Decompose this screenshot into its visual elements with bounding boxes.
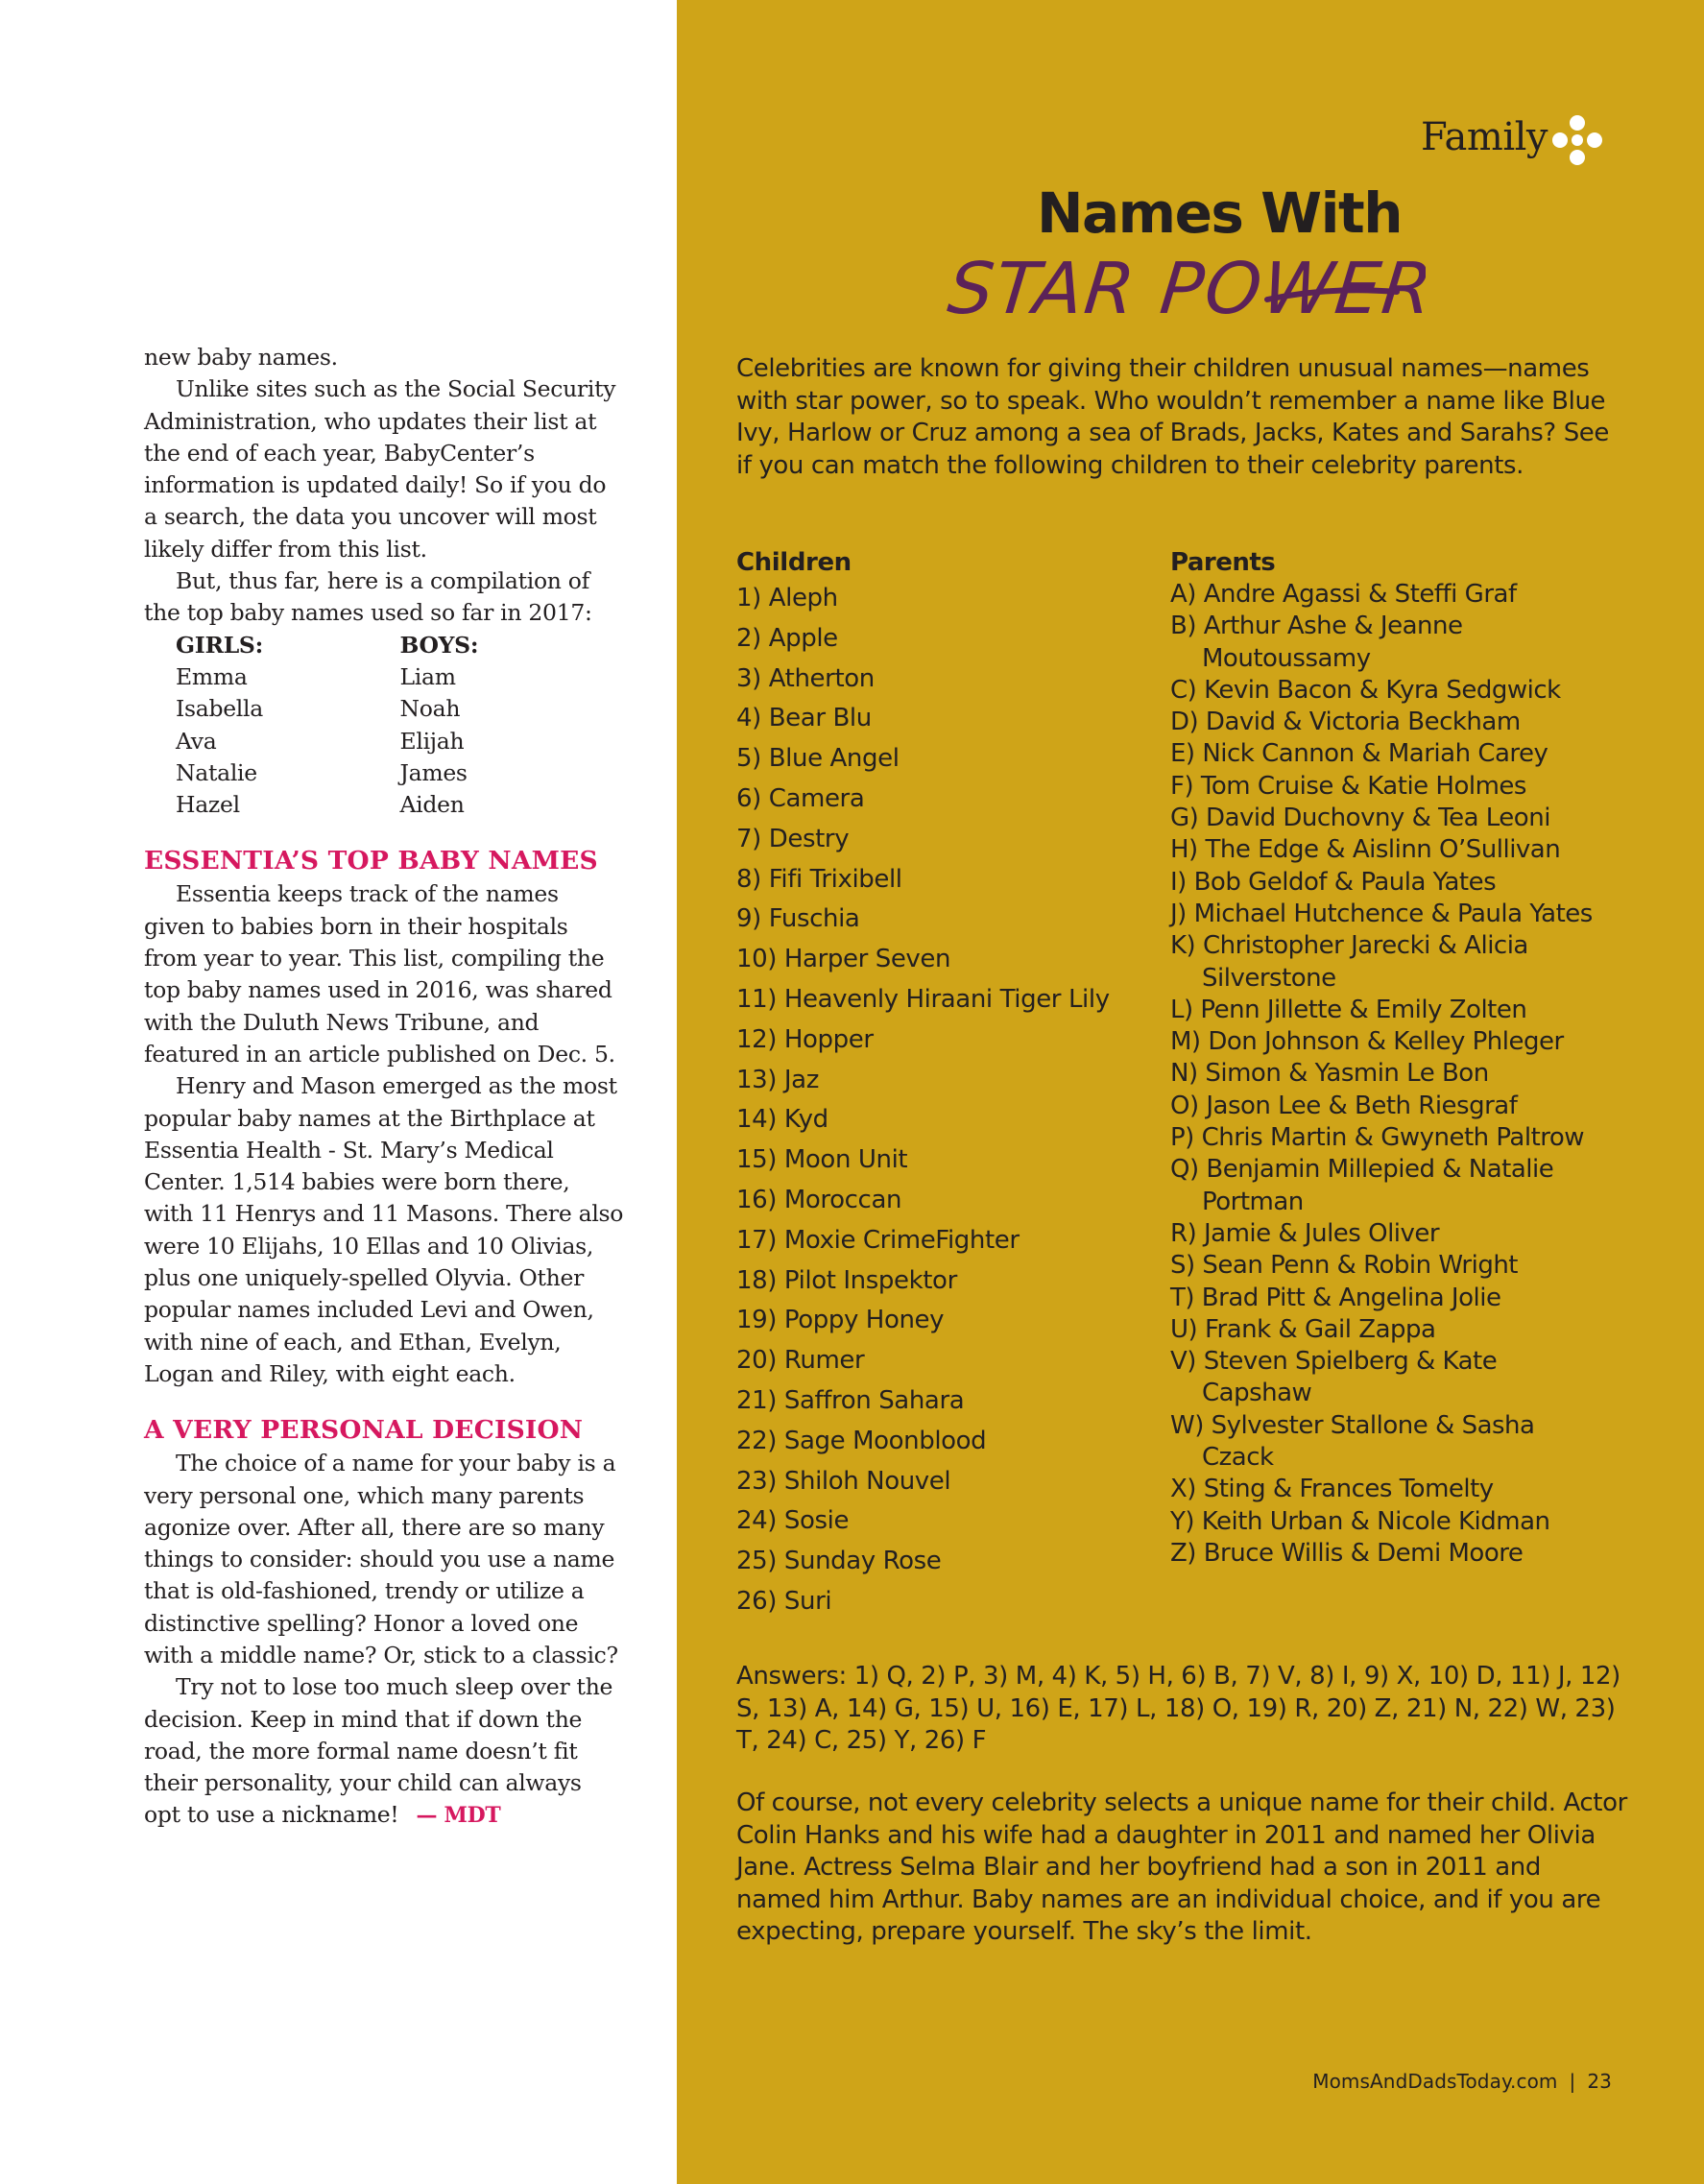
child-name-item: 16) Moroccan [736,1185,902,1214]
child-name-item: 17) Moxie CrimeFighter [736,1225,1020,1255]
child-name-item: 14) Kyd [736,1105,828,1135]
child-name-item: 7) Destry [736,824,850,853]
parent-name-item: K) Christopher Jarecki & Alicia Silverstone [1170,931,1528,993]
parent-name-item: T) Brad Pitt & Angelina Jolie [1170,1283,1501,1312]
girl-name: Emma [176,662,248,690]
child-name-item: 1) Aleph [736,584,838,612]
parent-name-item: D) David & Victoria Beckham [1170,708,1521,737]
parent-name-item: J) Michael Hutchence & Paula Yates [1170,899,1593,928]
child-name-item: 9) Fuschia [736,904,860,934]
child-name-item: 26) Suri [736,1586,832,1616]
child-name-item: 19) Poppy Honey [736,1306,945,1335]
closing-paragraph: Of course, not every celebrity selects a unique name for their child. Actor Colin Hanks and his wife had a daughter in 2011 and named her Olivia Jane. Actress Selma Blair and her boyfriend had a son in 2011 and named him Arthur. Baby names are an individual choice, and if you are expecting, prepare yourself. The sky’s the limit. [736,1788,1627,1946]
parent-name-item: L) Penn Jillette & Emily Zolten [1170,995,1527,1024]
footer-separator: | [1569,2070,1576,2093]
girls-header: GIRLS: [176,631,263,659]
parent-name-item: B) Arthur Ashe & Jeanne Moutoussamy [1170,612,1463,673]
child-name-item: 2) Apple [736,623,838,653]
child-name-item: 15) Moon Unit [736,1145,908,1175]
parent-name-item: O) Jason Lee & Beth Riesgraf [1170,1091,1518,1120]
svg-text:STAR POWER: STAR POWER [946,248,1426,330]
page-title-script [946,244,1426,345]
author-signature: — MDT [416,1803,501,1829]
page-title: Names With [1036,180,1403,246]
parent-name-item: W) Sylvester Stallone & Sasha Czack [1170,1410,1535,1473]
intro-paragraph: Celebrities are known for giving their children unusual names—names with star power, so to speak. Who wouldn’t remember a name like Blue Ivy, Harlow or Cruz among a sea of Brads, Jacks, Kates and Sarahs? See if you can match the following children to their celebrity parents. [736,354,1609,480]
footer-site: MomsAndDadsToday.com [1312,2070,1558,2093]
section-heading-essentia: ESSENTIA’S TOP BABY NAMES [144,846,598,876]
parent-name-item: M) Don Johnson & Kelley Phleger [1170,1027,1564,1057]
child-name-item: 8) Fifi Trixibell [736,864,902,894]
child-name-item: 24) Sosie [736,1506,850,1536]
parent-name-item: A) Andre Agassi & Steffi Graf [1170,580,1517,609]
child-name-item: 12) Hopper [736,1024,874,1054]
section-heading-personal-decision: A VERY PERSONAL DECISION [144,1415,584,1446]
parent-name-item: G) David Duchovny & Tea Leoni [1170,804,1550,833]
parent-name-item: I) Bob Geldof & Paula Yates [1170,867,1497,897]
child-name-item: 23) Shiloh Nouvel [736,1466,951,1496]
parent-name-item: Z) Bruce Willis & Demi Moore [1170,1538,1524,1568]
section-label: Family [1421,115,1548,159]
parent-name-item: V) Steven Spielberg & Kate Capshaw [1170,1347,1498,1408]
boy-name: Aiden [399,791,465,819]
boy-name: Liam [399,662,456,690]
top-names-table [176,630,624,822]
parent-name-item: U) Frank & Gail Zappa [1170,1314,1436,1344]
boy-name: Elijah [399,727,465,755]
parent-name-item: P) Chris Martin & Gwyneth Paltrow [1170,1123,1585,1153]
parent-name-item: Q) Benjamin Millepied & Natalie Portman [1170,1155,1554,1216]
children-header: Children [736,548,852,577]
boy-name: Noah [399,695,461,723]
child-name-item: 22) Sage Moonblood [736,1426,987,1455]
girl-name: Natalie [176,758,257,786]
child-name-item: 20) Rumer [736,1346,865,1376]
paragraph: new baby names. [144,344,338,371]
child-name-item: 3) Atherton [736,663,875,693]
parent-name-item: C) Kevin Bacon & Kyra Sedgwick [1170,675,1561,705]
children-list [736,547,1159,1622]
paragraph: The choice of a name for your baby is a very personal one, which many parents agonize over. After all, there are so many things to consider: should you use a name that is old-fashioned, trendy or utilize a distinctive spelling? Honor a loved one with a middle name? Or, stick to a classic? [144,1450,618,1668]
child-name-item: 4) Bear Blu [736,704,872,733]
feature-panel [677,0,1704,2184]
parents-list [1170,547,1612,1570]
parent-name-item: Y) Keith Urban & Nicole Kidman [1170,1506,1550,1536]
parent-name-item: E) Nick Cannon & Mariah Carey [1170,739,1548,769]
boys-header: BOYS: [399,631,479,659]
page-footer [1312,2070,1612,2093]
paragraph: But, thus far, here is a compilation of the top baby names used so far in 2017: [144,567,592,627]
child-name-item: 5) Blue Angel [736,744,900,774]
child-name-item: 10) Harper Seven [736,945,951,974]
left-article-column [144,342,624,1833]
girl-name: Hazel [176,791,240,819]
child-name-item: 6) Camera [736,783,865,813]
girl-name: Ava [176,727,217,755]
parent-name-item: R) Jamie & Jules Oliver [1170,1218,1440,1248]
paragraph: Henry and Mason emerged as the most popular baby names at the Birthplace at Essentia Health - St. Mary’s Medical Center. 1,514 babies were born there, with 11 Henrys and 11 Masons. There also were 10 Elijahs, 10 Ellas and 10 Olivias, plus one uniquely-spelled Olyvia. Other popular names included Levi and Owen, with nine of each, and Ethan, Evelyn, Logan and Riley, with eight each. [144,1072,624,1387]
child-name-item: 11) Heavenly Hiraani Tiger Lily [736,984,1110,1014]
parent-name-item: S) Sean Penn & Robin Wright [1170,1251,1519,1281]
boy-name: James [399,758,468,786]
child-name-item: 21) Saffron Sahara [736,1385,965,1415]
boys-column [400,630,625,822]
parents-header: Parents [1170,548,1276,577]
parent-name-item: H) The Edge & Aislinn O’Sullivan [1170,835,1561,865]
parent-name-item: N) Simon & Yasmin Le Bon [1170,1059,1489,1089]
paragraph: Essentia keeps track of the names given to babies born in their hospitals from year to year. This list, compiling the top baby names used in 2016, was shared with the Duluth News Tribune, and featured in an article published on Dec. 5. [144,880,615,1068]
parent-name-item: X) Sting & Frances Tomelty [1170,1475,1494,1504]
paragraph: Try not to lose too much sleep over the decision. Keep in mind that if down the road, the more formal name doesn’t fit their personality, your child can always opt to use a nickname! — MDT [144,1673,613,1829]
child-name-item: 25) Sunday Rose [736,1547,942,1576]
flower-icon [1550,113,1604,172]
child-name-item: 18) Pilot Inspektor [736,1265,957,1295]
girls-column [176,630,400,822]
child-name-item: 13) Jaz [736,1065,819,1094]
girl-name: Isabella [176,695,263,723]
paragraph: Unlike sites such as the Social Security Administration, who updates their list at the end of each year, BabyCenter’s information is updated daily! So if you do a search, the data you uncover will most likely differ from this list. [144,375,616,563]
answers-paragraph: Answers: 1) Q, 2) P, 3) M, 4) K, 5) H, 6) B, 7) V, 8) I, 9) X, 10) D, 11) J, 12) S, 13) A, 14) G, 15) U, 16) E, 17) L, 18) O, 19) R, 20) Z, 21) N, 22) W, 23) T, 24) C, 25) Y, 26) F [736,1662,1620,1755]
parent-name-item: F) Tom Cruise & Katie Holmes [1170,771,1526,801]
page-number: 23 [1587,2070,1612,2093]
